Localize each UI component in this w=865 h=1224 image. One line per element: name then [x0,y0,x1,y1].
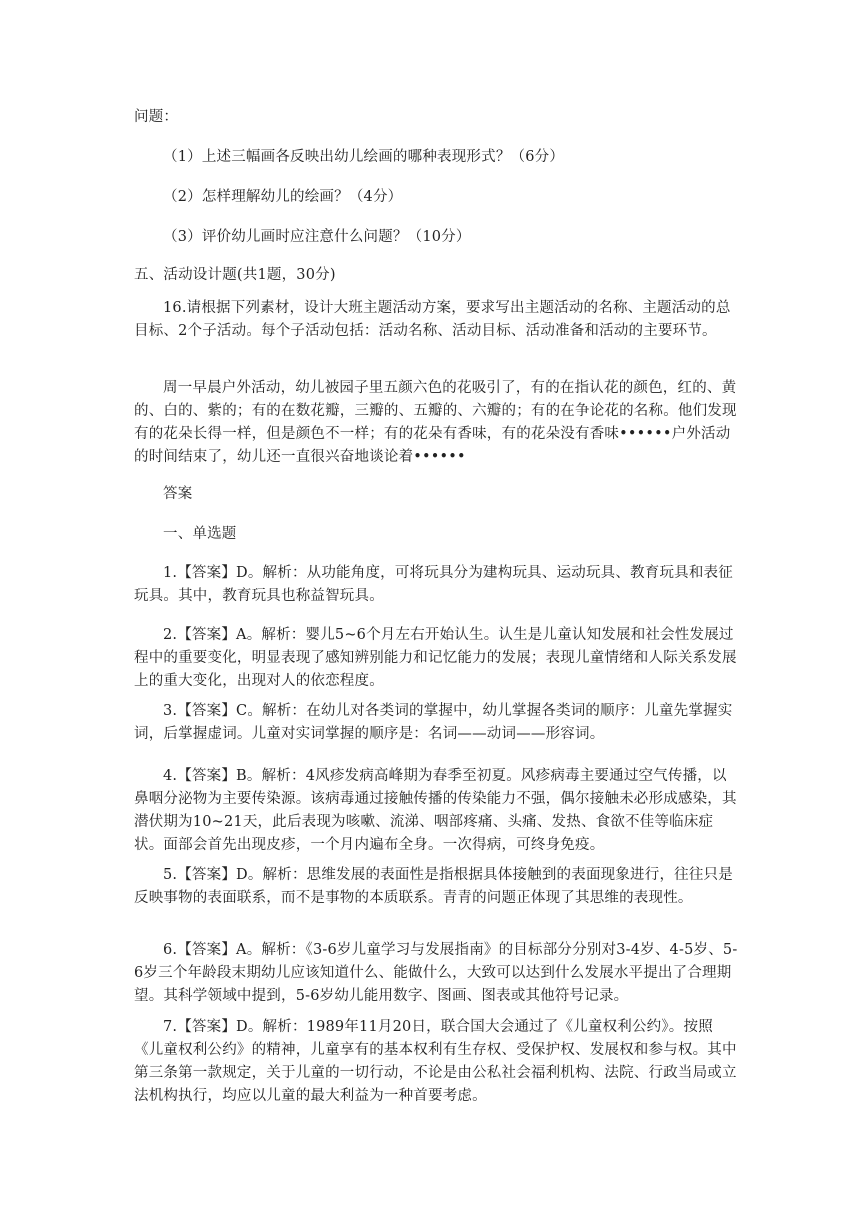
section-one-heading: 一、单选题 [163,526,237,542]
answer-7: 7.【答案】D。解析：1989年11月20日，联合国大会通过了《儿童权利公约》。按照《儿童权利公约》的精神，儿童享有的基本权利有生存权、受保护权、发展权和参与权。其中第三条第一款规定，关于儿童的一切行动，不论是由公私社会福利机构、法院、行政当局或立法机构执行，均应以儿童的最大利益为一种首要考虑。 [134,1019,737,1104]
question-heading: 问题： [134,109,179,125]
question-1: （1）上述三幅画各反映出幼儿绘画的哪种表现形式？（6分） [163,149,565,165]
question-16: 16.请根据下列素材，设计大班主题活动方案，要求写出主题活动的名称、主题活动的总目标、2个子活动。每个子活动包括：活动名称、活动目标、活动准备和活动的主要环节。 [134,300,731,339]
answer-6: 6.【答案】A。解析：《3-6岁儿童学习与发展指南》的目标部分分别对3-4岁、4-5岁、5-6岁三个年龄段末期幼儿应该知道什么、能做什么，大致可以达到什么发展水平提出了合理期望。其科学领域中提到，5-6岁幼儿能用数字、图画、图表或其他符号记录。 [134,942,738,1004]
answer-heading: 答案 [163,486,193,502]
section-five-heading: 五、活动设计题(共1题，30分) [134,267,336,283]
answer-1: 1.【答案】D。解析：从功能角度，可将玩具分为建构玩具、运动玩具、教育玩具和表征玩具。其中，教育玩具也称益智玩具。 [134,565,733,604]
question-3: （3）评价幼儿画时应注意什么问题？（10分） [163,229,471,245]
answer-2: 2.【答案】A。解析：婴儿5~6个月左右开始认生。认生是儿童认知发展和社会性发展过程中的重要变化，明显表现了感知辨别能力和记忆能力的发展；表现儿童情绪和人际关系发展上的重大变化，出现对人的依恋程度。 [134,627,737,689]
answer-3: 3.【答案】C。解析：在幼儿对各类词的掌握中，幼儿掌握各类词的顺序：儿童先掌握实词，后掌握虚词。儿童对实词掌握的顺序是：名词——动词——形容词。 [134,703,733,742]
answer-5: 5.【答案】D。解析：思维发展的表面性是指根据具体接触到的表面现象进行，往往只是反映事物的表面联系，而不是事物的本质联系。青青的问题正体现了其思维的表现性。 [134,867,733,906]
material-paragraph: 周一早晨户外活动，幼儿被园子里五颜六色的花吸引了，有的在指认花的颜色，红的、黄的、白的、紫的；有的在数花瓣，三瓣的、五瓣的、六瓣的；有的在争论花的名称。他们发现有的花朵长得一样，但是颜色不一样；有的花朵有香味，有的花朵没有香味••••••户外活动的时间结束了，幼儿还一直很兴奋地谈论着•••••• [134,380,737,465]
question-2: （2）怎样理解幼儿的绘画？（4分） [163,189,403,205]
answer-4: 4.【答案】B。解析：4风疹发病高峰期为春季至初夏。风疹病毒主要通过空气传播，以鼻咽分泌物为主要传染源。该病毒通过接触传播的传染能力不强，偶尔接触未必形成感染，其潜伏期为10~21天，此后表现为咳嗽、流涕、咽部疼痛、头痛、发热、食欲不佳等临床症状。面部会首先出现皮疹，一个月内遍布全身。一次得病，可终身免疫。 [134,768,737,853]
